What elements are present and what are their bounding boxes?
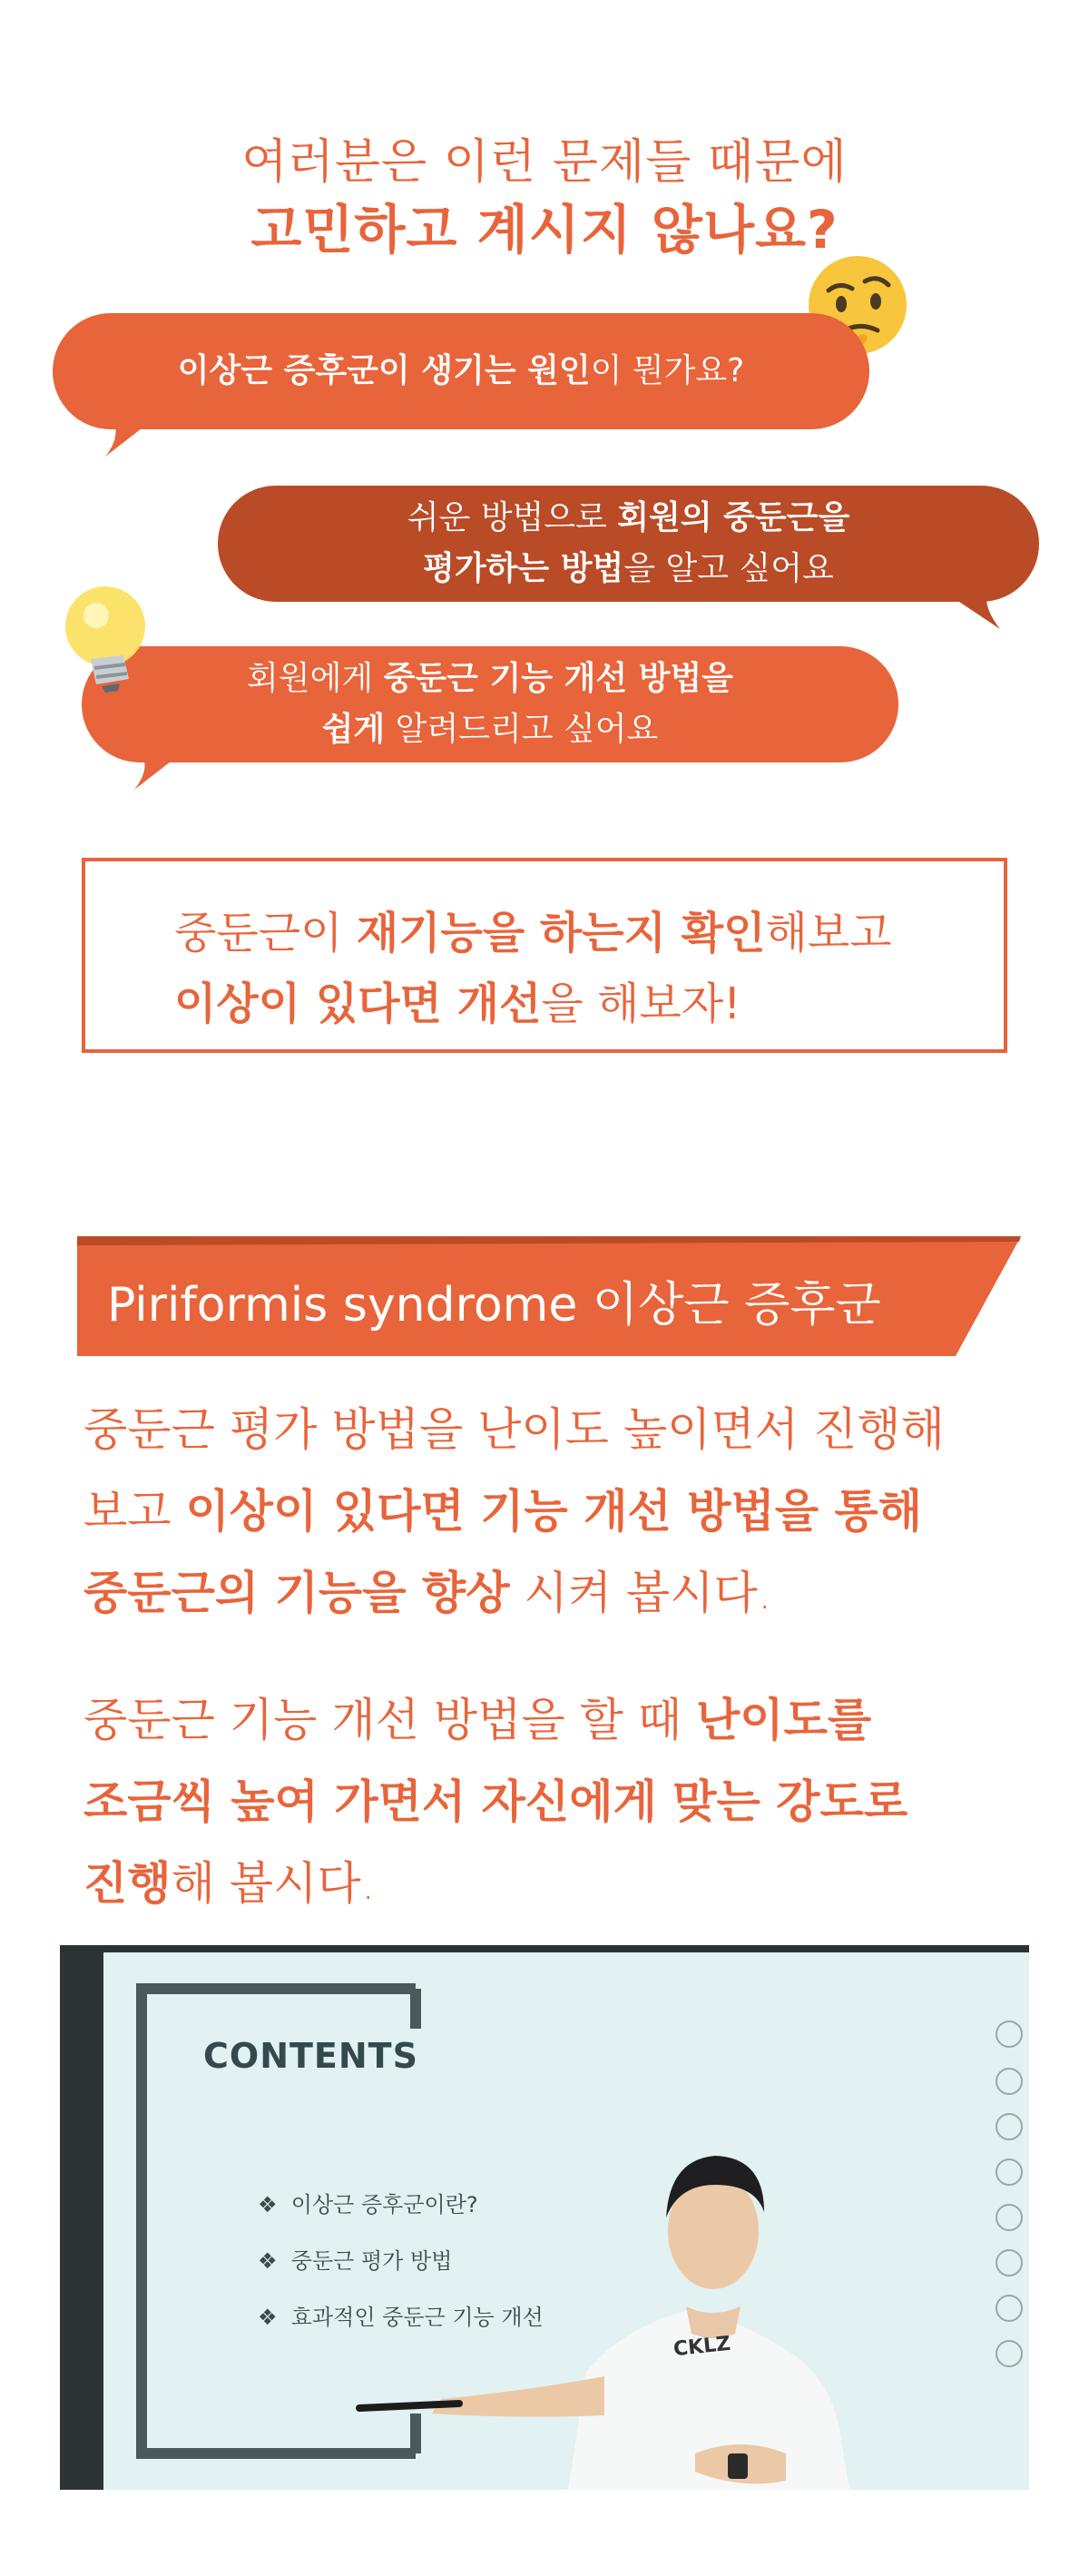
contents-title: CONTENTS [203,2036,418,2076]
bubble3-pre: 회원에게 [247,660,384,697]
bubble2-bold1: 회원의 중둔근을 [617,499,850,536]
para1-line2 [83,1470,945,1552]
bubble3-bold2: 쉽게 [321,711,386,748]
callout-l1-bold: 재기능을 하는지 확인 [356,908,766,959]
speech-bubble-2 [218,486,1039,602]
para1-l2-pre: 보고 [83,1485,186,1538]
speech-bubble-3 [82,646,898,762]
paragraph-2 [83,1679,908,1924]
contents-item-text: 중둔근 평가 방법 [290,2248,453,2274]
callout-box [82,858,1007,1053]
section-title: Piriformis syndrome 이상근 증후군 [107,1278,881,1332]
para1-l3-bold: 중둔근의 기능을 향상 [83,1567,510,1619]
lecture-video-still[interactable] [60,1945,1029,2490]
bubble2-pre: 쉬운 방법으로 [407,499,618,536]
paragraph-1 [83,1389,945,1634]
contents-item-text: 효과적인 중둔근 기능 개선 [290,2305,544,2330]
question-line1: 여러분은 이런 문제들 때문에 [241,135,848,190]
callout-line1 [174,898,1004,968]
para1-line3 [83,1552,945,1634]
callout-l1-rest: 해보고 [765,908,892,959]
callout-line2 [174,968,1004,1039]
bubble1-rest: 이 뭔가요? [590,352,745,389]
contents-item-text: 이상근 증후군이란? [290,2192,478,2217]
para2-line1 [83,1679,908,1761]
para2-l1-pre: 중둔근 기능 개선 방법을 할 때 [83,1694,696,1746]
bubble1-bold: 이상근 증후군이 생기는 원인 [177,352,591,389]
bubble2-rest: 을 알고 싶어요 [623,550,834,587]
bubble2-bold2: 평가하는 방법 [423,550,624,587]
bubble3-rest: 알려드리고 싶어요 [385,711,659,748]
light-bulb-icon [60,581,160,703]
callout-l2-bold: 이상이 있다면 개선 [174,978,542,1029]
callout-l1-pre: 중둔근이 [174,908,357,959]
bubble3-bold1: 중둔근 기능 개선 방법을 [383,660,733,697]
speech-bubble-1 [53,313,869,429]
question-line2: 고민하고 계시지 않나요? [250,199,839,261]
contents-item: ❖ 효과적인 중둔근 기능 개선 [258,2305,544,2330]
para2-line3 [83,1843,908,1924]
shirt-logo: CKLZ [672,2332,732,2362]
para1-line1: 중둔근 평가 방법을 난이도 높이면서 진행해 [83,1403,945,1456]
para1-l3-rest: 시켜 봅시다. [509,1567,772,1619]
para2-l3-rest: 해 봅시다. [171,1857,376,1910]
para2-l3-bold: 진행 [83,1857,172,1910]
para2-l1-bold: 난이도를 [695,1694,872,1746]
callout-l2-rest: 을 해보자! [541,978,741,1029]
para1-l2-bold: 이상이 있다면 기능 개선 방법을 통해 [185,1485,923,1538]
contents-list [258,2177,612,2345]
para2-line2 [83,1761,908,1843]
contents-item: ❖ 중둔근 평가 방법 [258,2248,453,2274]
contents-item: ❖ 이상근 증후군이란? [258,2192,478,2217]
para2-l2-bold: 조금씩 높여 가면서 자신에게 맞는 강도로 [83,1775,908,1828]
